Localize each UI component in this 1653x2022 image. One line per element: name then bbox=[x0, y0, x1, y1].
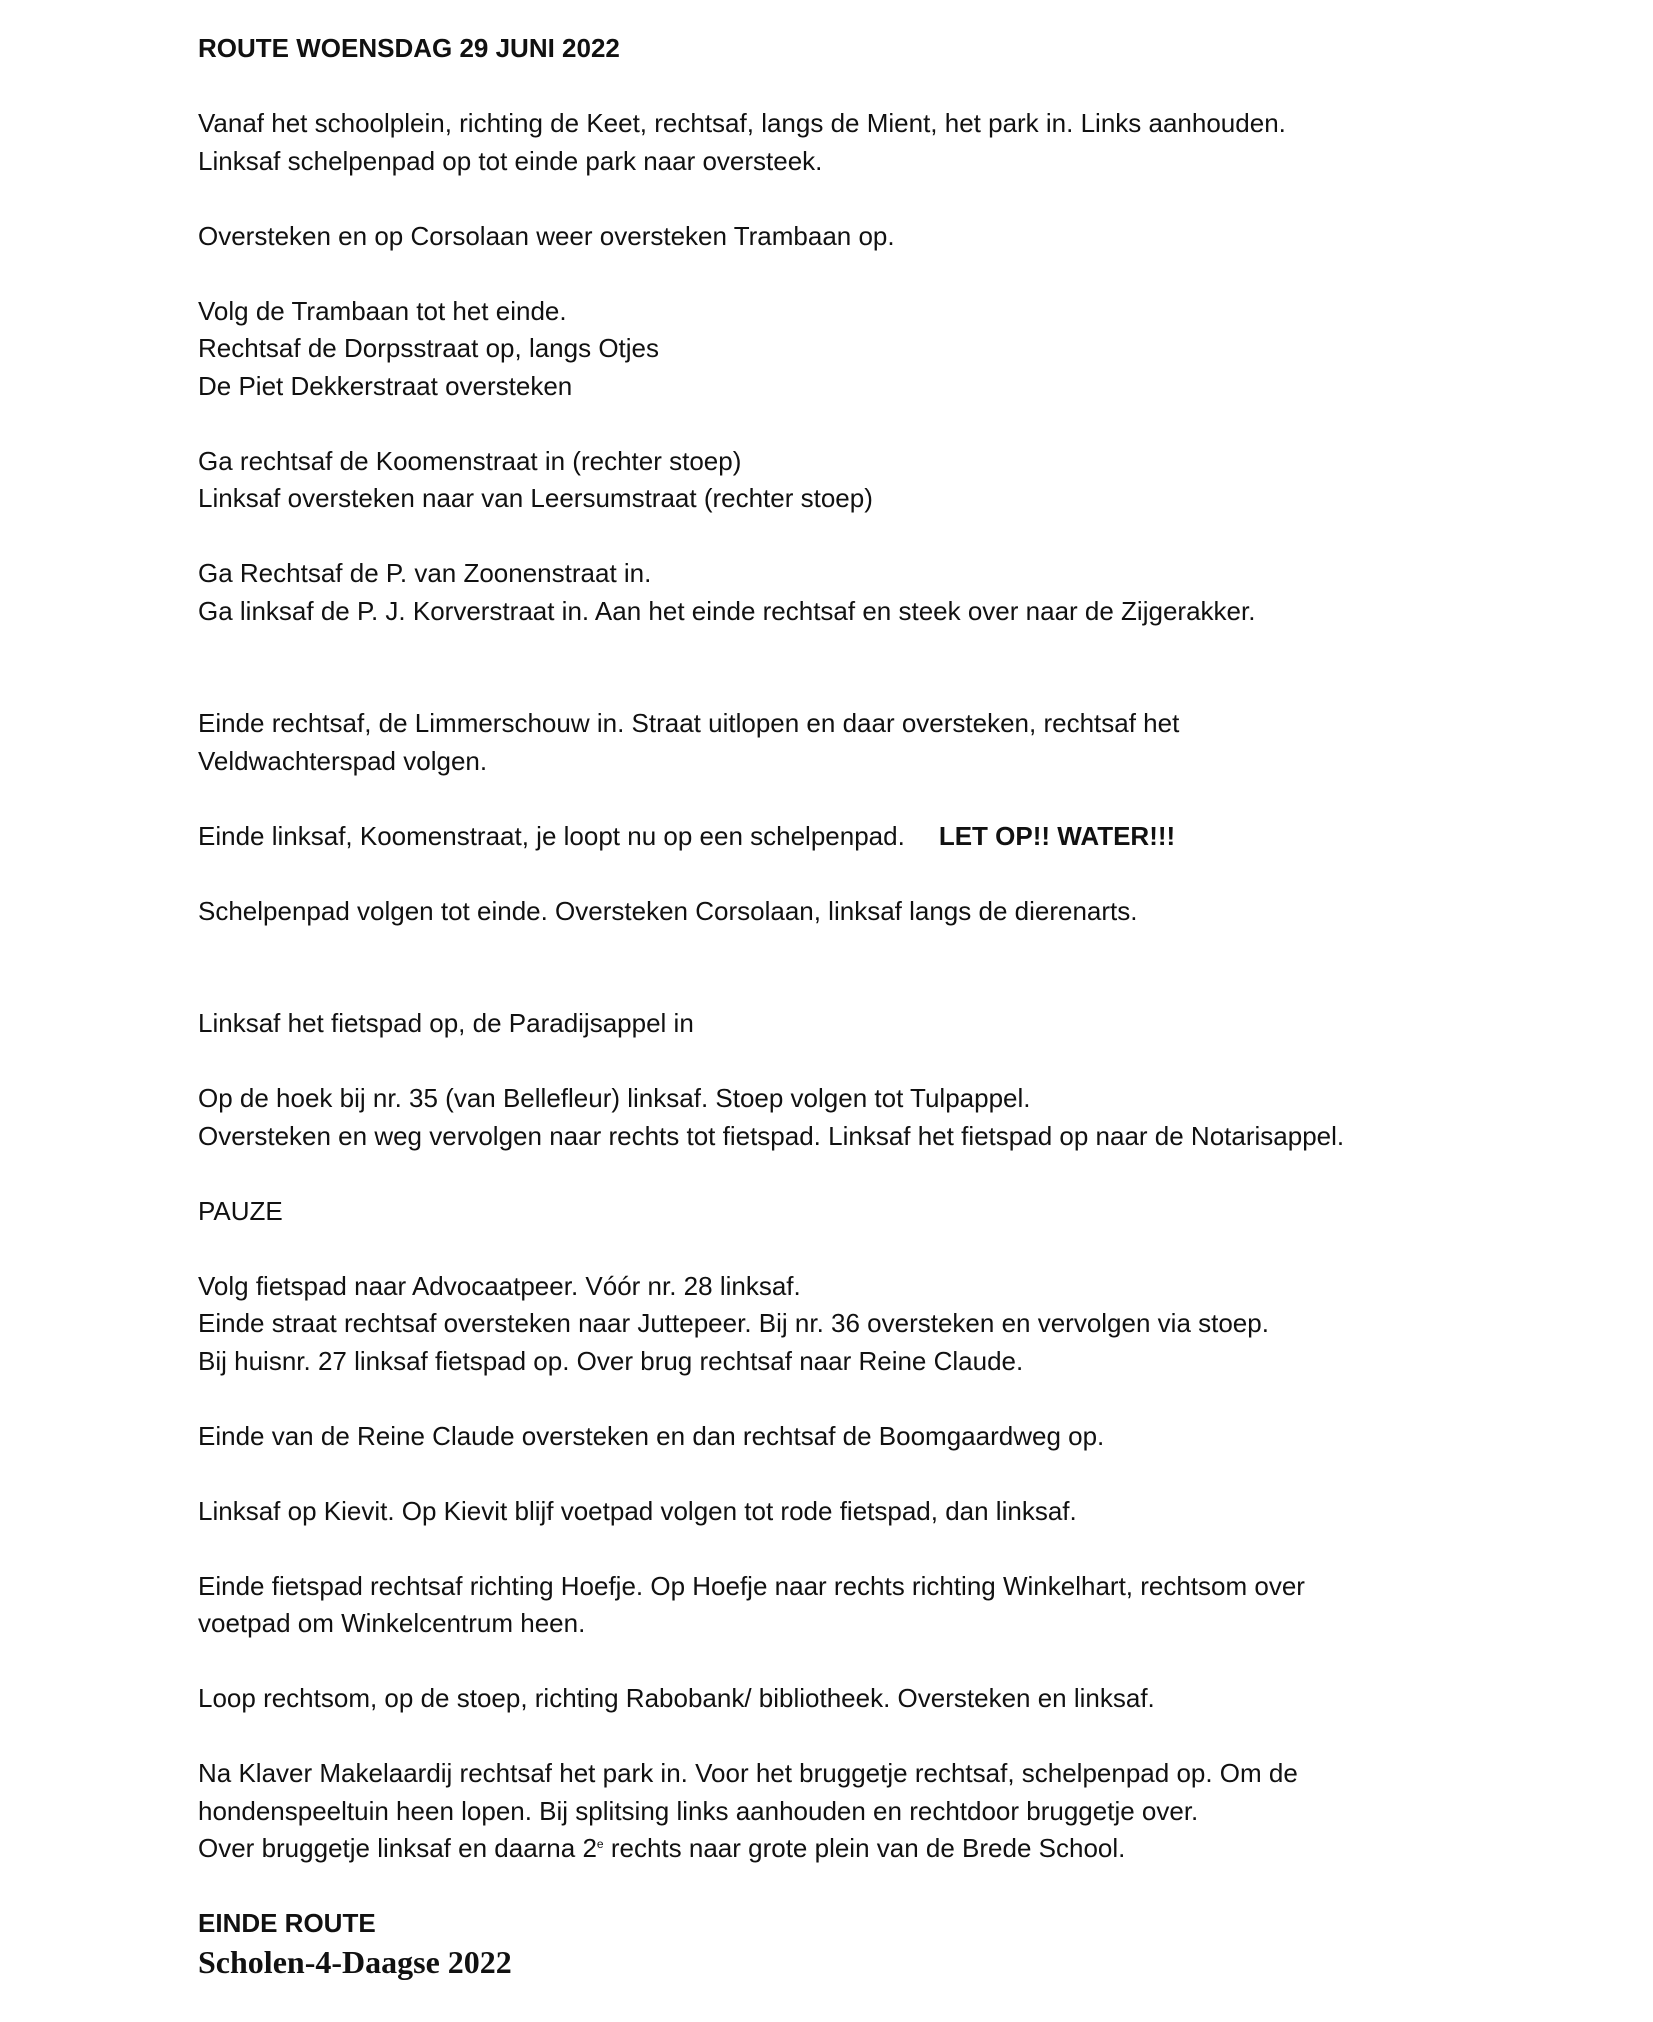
document-title: ROUTE WOENSDAG 29 JUNI 2022 bbox=[198, 33, 620, 63]
spacer bbox=[198, 1043, 1458, 1081]
end-route-label: EINDE ROUTE bbox=[198, 1908, 376, 1938]
route-line: Oversteken en op Corsolaan weer oversteken Trambaan op. bbox=[198, 220, 895, 251]
route-line-text: Over bruggetje linksaf en daarna 2 bbox=[198, 1833, 597, 1863]
spacer bbox=[198, 518, 1458, 556]
route-line: Op de hoek bij nr. 35 (van Bellefleur) linksaf. Stoep volgen tot Tulpappel. bbox=[198, 1083, 1031, 1113]
route-line: Loop rechtsom, op de stoep, richting Rabobank/ bibliotheek. Oversteken en linksaf. bbox=[198, 1683, 1155, 1713]
spacer bbox=[198, 1230, 1458, 1268]
route-line: Einde straat rechtsaf oversteken naar Juttepeer. Bij nr. 36 oversteken en vervolgen via stoep. bbox=[198, 1308, 1269, 1338]
spacer bbox=[198, 1643, 1458, 1681]
footer-title: Scholen-4-Daagse 2022 bbox=[198, 1943, 512, 1980]
spacer bbox=[198, 1155, 1458, 1193]
spacer bbox=[198, 855, 1458, 893]
ordinal-suffix: e bbox=[596, 1837, 604, 1851]
route-line: voetpad om Winkelcentrum heen. bbox=[198, 1608, 586, 1638]
spacer bbox=[198, 1718, 1458, 1756]
spacer bbox=[198, 405, 1458, 443]
spacer bbox=[198, 255, 1458, 293]
spacer bbox=[198, 780, 1458, 818]
route-line: Rechtsaf de Dorpsstraat op, langs Otjes bbox=[198, 333, 660, 363]
route-line: Volg de Trambaan tot het einde. bbox=[198, 295, 567, 326]
route-document bbox=[198, 30, 1458, 1981]
route-line: Bij huisnr. 27 linksaf fietspad op. Over brug rechtsaf naar Reine Claude. bbox=[198, 1345, 1024, 1376]
route-line: Oversteken en weg vervolgen naar rechts tot fietspad. Linksaf het fietspad op naar de Notarisappel. bbox=[198, 1120, 1345, 1151]
spacer bbox=[198, 1380, 1458, 1418]
route-line bbox=[198, 1830, 1458, 1868]
spacer bbox=[198, 68, 1458, 106]
spacer bbox=[198, 1868, 1458, 1906]
route-line: Schelpenpad volgen tot einde. Oversteken Corsolaan, linksaf langs de dierenarts. bbox=[198, 895, 1138, 926]
route-line: Einde fietspad rechtsaf richting Hoefje. Op Hoefje naar rechts richting Winkelhart, rechtsom over bbox=[198, 1570, 1305, 1601]
route-line: Ga Rechtsaf de P. van Zoonenstraat in. bbox=[198, 558, 652, 588]
route-line: Linksaf oversteken naar van Leersumstraat (rechter stoep) bbox=[198, 483, 873, 513]
route-line: Ga rechtsaf de Koomenstraat in (rechter stoep) bbox=[198, 445, 742, 476]
route-line: Einde rechtsaf, de Limmerschouw in. Straat uitlopen en daar oversteken, rechtsaf het bbox=[198, 708, 1180, 738]
route-line: Vanaf het schoolplein, richting de Keet, rechtsaf, langs de Mient, het park in. Links aanhouden. bbox=[198, 108, 1286, 138]
route-line: Linksaf het fietspad op, de Paradijsappel in bbox=[198, 1008, 694, 1038]
spacer bbox=[198, 1530, 1458, 1568]
route-line: Einde van de Reine Claude oversteken en dan rechtsaf de Boomgaardweg op. bbox=[198, 1420, 1105, 1451]
pause-label: PAUZE bbox=[198, 1195, 283, 1226]
spacer bbox=[198, 1455, 1458, 1493]
route-line: Linksaf op Kievit. Op Kievit blijf voetpad volgen tot rode fietspad, dan linksaf. bbox=[198, 1495, 1077, 1526]
route-line: De Piet Dekkerstraat oversteken bbox=[198, 370, 573, 401]
water-warning: LET OP!! WATER!!! bbox=[938, 820, 1176, 851]
route-line: Ga linksaf de P. J. Korverstraat in. Aan het einde rechtsaf en steek over naar de Zijgerakker. bbox=[198, 595, 1256, 626]
route-line: Linksaf schelpenpad op tot einde park naar oversteek. bbox=[198, 145, 823, 176]
route-line: Na Klaver Makelaardij rechtsaf het park in. Voor het bruggetje rechtsaf, schelpenpad op. Om de bbox=[198, 1758, 1298, 1788]
route-line: hondenspeeltuin heen lopen. Bij splitsing links aanhouden en rechtdoor bruggetje over. bbox=[198, 1795, 1199, 1826]
spacer bbox=[198, 630, 1458, 705]
spacer bbox=[198, 930, 1458, 1005]
route-line: Volg fietspad naar Advocaatpeer. Vóór nr. 28 linksaf. bbox=[198, 1270, 801, 1301]
spacer bbox=[198, 180, 1458, 218]
route-line-with-warning bbox=[198, 818, 1458, 856]
route-line-text: rechts naar grote plein van de Brede School. bbox=[603, 1833, 1126, 1863]
route-line-text: Einde linksaf, Koomenstraat, je loopt nu op een schelpenpad. bbox=[198, 820, 905, 851]
route-line: Veldwachterspad volgen. bbox=[198, 745, 488, 776]
